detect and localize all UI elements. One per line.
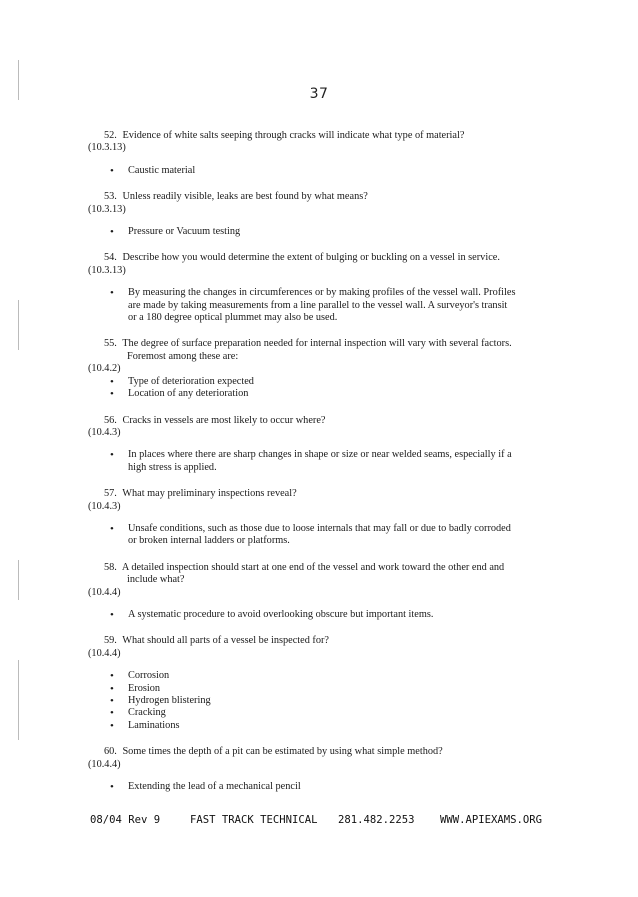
answer-item: • Extending the lead of a mechanical pencil [110, 781, 518, 793]
question-number: 59. [104, 635, 117, 647]
question-text-continued: Foremost among these are: [127, 350, 239, 362]
answer-item: • A systematic procedure to avoid overlooking obscure but important items. [110, 609, 518, 621]
question-reference: (10.4.3) [88, 426, 121, 438]
answer-list [88, 449, 518, 474]
question-number: 55. [104, 338, 117, 350]
question-text: Cracks in vessels are most likely to occur where? [122, 414, 326, 426]
question-text: Unless readily visible, leaks are best found by what means? [122, 191, 368, 203]
question-60 [104, 746, 518, 758]
footer-phone: 281.482.2253 [338, 814, 415, 826]
answer-item: • In places where there are sharp changes in shape or size or near welded seams, especially if a high stress is applied. [110, 449, 518, 474]
question-59 [104, 635, 518, 647]
question-53 [104, 191, 518, 203]
answer-item: • Type of deterioration expected [110, 376, 518, 388]
question-text: The degree of surface preparation needed for internal inspection will vary with several factors. [122, 338, 512, 350]
answer-list [88, 523, 518, 548]
question-reference: (10.3.13) [88, 264, 126, 276]
answer-list [88, 781, 518, 793]
question-number: 57. [104, 488, 117, 500]
question-reference: (10.4.3) [88, 500, 121, 512]
answer-item: • By measuring the changes in circumferences or by making profiles of the vessel wall. Profiles are made by taking measurements from a line parallel to the vessel wall. A surveyor's transit or a 180 degree optical plummet may also be used. [110, 287, 518, 324]
question-reference: (10.3.13) [88, 142, 126, 154]
question-reference: (10.4.4) [88, 586, 121, 598]
answer-list [88, 165, 518, 177]
answer-item: • Corrosion [110, 670, 518, 682]
answer-list [88, 376, 518, 401]
footer-revision: 08/04 Rev 9 [90, 814, 161, 826]
scan-margin-mark [18, 300, 19, 350]
page-footer [90, 814, 543, 826]
question-58 [104, 562, 518, 587]
scan-margin-mark [18, 560, 19, 600]
question-reference: (10.4.2) [88, 363, 121, 375]
question-number: 54. [104, 252, 117, 264]
answer-item: • Erosion [110, 683, 518, 695]
scan-margin-mark [18, 660, 19, 740]
question-reference: (10.4.4) [88, 647, 121, 659]
question-54 [104, 252, 518, 264]
question-text: What should all parts of a vessel be inspected for? [122, 635, 329, 647]
question-56 [104, 415, 518, 427]
question-text: Describe how you would determine the extent of bulging or buckling on a vessel in service. [122, 252, 500, 264]
question-number: 60. [104, 746, 117, 758]
page-number: 37 [309, 86, 329, 102]
answer-item: • Caustic material [110, 165, 518, 177]
answer-item: • Pressure or Vacuum testing [110, 226, 518, 238]
answer-list [88, 670, 518, 732]
question-number: 58. [104, 561, 117, 573]
question-text-continued: include what? [127, 574, 185, 586]
footer-company: FAST TRACK TECHNICAL [190, 814, 318, 826]
question-number: 56. [104, 414, 117, 426]
question-57 [104, 488, 518, 500]
question-52 [104, 130, 518, 142]
question-number: 53. [104, 191, 117, 203]
question-list [88, 130, 518, 793]
question-text: Some times the depth of a pit can be estimated by using what simple method? [122, 746, 443, 758]
answer-item: • Unsafe conditions, such as those due to loose internals that may fall or due to badly corroded or broken internal ladders or platforms. [110, 523, 518, 548]
answer-item: • Laminations [110, 720, 518, 732]
question-reference: (10.4.4) [88, 758, 121, 770]
footer-website: WWW.APIEXAMS.ORG [440, 814, 543, 826]
answer-list [88, 287, 518, 324]
question-reference: (10.3.13) [88, 203, 126, 215]
answer-item: • Cracking [110, 707, 518, 719]
question-text: What may preliminary inspections reveal? [122, 488, 297, 500]
answer-item: • Location of any deterioration [110, 388, 518, 400]
question-text: Evidence of white salts seeping through cracks will indicate what type of material? [122, 130, 465, 141]
question-55 [104, 338, 518, 363]
question-text: A detailed inspection should start at one end of the vessel and work toward the other end and [121, 561, 505, 573]
question-number: 52. [104, 130, 117, 141]
answer-list [88, 226, 518, 238]
answer-list [88, 609, 518, 621]
answer-item: • Hydrogen blistering [110, 695, 518, 707]
